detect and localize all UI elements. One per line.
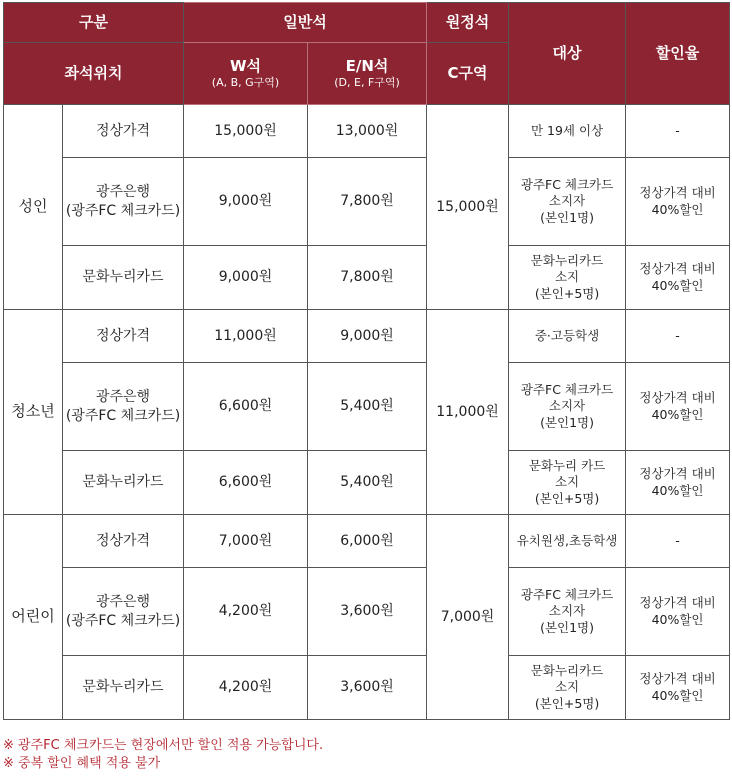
w-seat-price: 9,000원 bbox=[184, 246, 308, 310]
discount-rate-line: 정상가격 대비 bbox=[639, 390, 716, 406]
discount-rate bbox=[626, 310, 730, 363]
away-seat-price: 7,000원 bbox=[427, 515, 509, 720]
discount-rate bbox=[626, 451, 730, 515]
en-seat-price: 5,400원 bbox=[308, 363, 427, 451]
header-target: 대상 bbox=[509, 3, 626, 105]
eligibility bbox=[509, 656, 626, 720]
price-type-line: 문화누리카드 bbox=[82, 269, 164, 286]
eligibility-line: (본인1명) bbox=[540, 619, 594, 635]
eligibility-line: 문화누리 카드 bbox=[528, 458, 606, 474]
discount-rate-line: - bbox=[675, 327, 680, 343]
discount-rate bbox=[626, 105, 730, 158]
en-seat-price: 3,600원 bbox=[308, 656, 427, 720]
eligibility-line: 소지 bbox=[554, 269, 580, 285]
eligibility-line: 소지 bbox=[554, 474, 580, 490]
table-row bbox=[4, 310, 730, 363]
eligibility-line: 유치원생,초등학생 bbox=[516, 532, 618, 548]
discount-rate-line: 40%할인 bbox=[651, 406, 704, 422]
eligibility bbox=[509, 246, 626, 310]
eligibility-line: 광주FC 체크카드 bbox=[520, 587, 614, 603]
price-type-line: 광주은행 bbox=[95, 594, 151, 611]
discount-rate-line: - bbox=[675, 122, 680, 138]
w-seat-label: W석 bbox=[229, 56, 262, 75]
en-seat-price: 7,800원 bbox=[308, 158, 427, 246]
header-general-seat: 일반석 bbox=[184, 3, 427, 43]
eligibility-line: 중·고등학생 bbox=[534, 327, 600, 343]
ticket-price-table bbox=[3, 2, 730, 720]
en-seat-label: E/N석 bbox=[345, 56, 389, 75]
en-seat-zones: (D, E, F구역) bbox=[334, 76, 400, 90]
en-seat-price: 7,800원 bbox=[308, 246, 427, 310]
eligibility-line: (본인+5명) bbox=[534, 695, 600, 711]
eligibility bbox=[509, 158, 626, 246]
eligibility bbox=[509, 310, 626, 363]
discount-rate-line: 40%할인 bbox=[651, 201, 704, 217]
price-type bbox=[63, 515, 184, 568]
eligibility bbox=[509, 105, 626, 158]
discount-rate bbox=[626, 656, 730, 720]
en-seat-price: 6,000원 bbox=[308, 515, 427, 568]
audience-group: 청소년 bbox=[4, 310, 63, 515]
eligibility-line: (본인+5명) bbox=[534, 490, 600, 506]
w-seat-price: 6,600원 bbox=[184, 451, 308, 515]
price-type-line: 광주은행 bbox=[95, 389, 151, 406]
eligibility-line: 광주FC 체크카드 bbox=[520, 382, 614, 398]
table-row bbox=[4, 656, 730, 720]
table-row bbox=[4, 363, 730, 451]
discount-rate-line: 정상가격 대비 bbox=[639, 185, 716, 201]
w-seat-price: 9,000원 bbox=[184, 158, 308, 246]
price-table-body bbox=[4, 105, 730, 720]
eligibility-line: 소지 bbox=[554, 679, 580, 695]
price-type-line: (광주FC 체크카드) bbox=[65, 612, 181, 629]
price-type-line: 광주은행 bbox=[95, 184, 151, 201]
note-card-onsite: ※ 광주FC 체크카드는 현장에서만 할인 적용 가능합니다. bbox=[3, 738, 324, 753]
table-row bbox=[4, 158, 730, 246]
discount-rate-line: 정상가격 대비 bbox=[639, 671, 716, 687]
header-c-zone: C구역 bbox=[427, 43, 509, 105]
price-type bbox=[63, 363, 184, 451]
eligibility-line: (본인1명) bbox=[540, 209, 594, 225]
away-seat-price: 15,000원 bbox=[427, 105, 509, 310]
eligibility bbox=[509, 451, 626, 515]
discount-rate bbox=[626, 515, 730, 568]
header-w-seat bbox=[184, 43, 308, 105]
en-seat-price: 5,400원 bbox=[308, 451, 427, 515]
price-type bbox=[63, 246, 184, 310]
w-seat-price: 4,200원 bbox=[184, 568, 308, 656]
eligibility bbox=[509, 363, 626, 451]
price-type bbox=[63, 105, 184, 158]
audience-group: 성인 bbox=[4, 105, 63, 310]
table-row bbox=[4, 105, 730, 158]
discount-rate-line: 40%할인 bbox=[651, 482, 704, 498]
price-type bbox=[63, 656, 184, 720]
price-type bbox=[63, 451, 184, 515]
en-seat-price: 9,000원 bbox=[308, 310, 427, 363]
discount-rate-line: 정상가격 대비 bbox=[639, 261, 716, 277]
w-seat-zones: (A, B, G구역) bbox=[211, 76, 280, 90]
price-type-line: (광주FC 체크카드) bbox=[65, 407, 181, 424]
table-row bbox=[4, 515, 730, 568]
eligibility bbox=[509, 568, 626, 656]
discount-rate-line: - bbox=[675, 532, 680, 548]
note-no-duplicate: ※ 중복 할인 혜택 적용 불가 bbox=[3, 756, 161, 771]
discount-rate-line: 40%할인 bbox=[651, 687, 704, 703]
discount-rate bbox=[626, 246, 730, 310]
discount-rate-line: 정상가격 대비 bbox=[639, 595, 716, 611]
eligibility-line: 문화누리카드 bbox=[530, 663, 604, 679]
eligibility-line: 만 19세 이상 bbox=[530, 122, 604, 138]
away-seat-price: 11,000원 bbox=[427, 310, 509, 515]
discount-rate bbox=[626, 568, 730, 656]
eligibility-line: 광주FC 체크카드 bbox=[520, 177, 614, 193]
w-seat-price: 15,000원 bbox=[184, 105, 308, 158]
price-type-line: 정상가격 bbox=[95, 327, 151, 344]
header-discount: 할인율 bbox=[626, 3, 730, 105]
table-row bbox=[4, 451, 730, 515]
header-category: 구분 bbox=[4, 3, 184, 43]
notes bbox=[3, 737, 323, 773]
eligibility-line: 문화누리카드 bbox=[530, 253, 604, 269]
discount-rate bbox=[626, 363, 730, 451]
eligibility-line: 소지자 bbox=[548, 398, 586, 414]
w-seat-price: 4,200원 bbox=[184, 656, 308, 720]
eligibility bbox=[509, 515, 626, 568]
en-seat-price: 13,000원 bbox=[308, 105, 427, 158]
header-en-seat bbox=[308, 43, 427, 105]
eligibility-line: 소지자 bbox=[548, 193, 586, 209]
price-type bbox=[63, 310, 184, 363]
eligibility-line: 소지자 bbox=[548, 603, 586, 619]
header-seat-position: 좌석위치 bbox=[4, 43, 184, 105]
w-seat-price: 6,600원 bbox=[184, 363, 308, 451]
discount-rate-line: 정상가격 대비 bbox=[639, 466, 716, 482]
discount-rate bbox=[626, 158, 730, 246]
price-type-line: 정상가격 bbox=[95, 532, 151, 549]
table-row bbox=[4, 246, 730, 310]
en-seat-price: 3,600원 bbox=[308, 568, 427, 656]
w-seat-price: 11,000원 bbox=[184, 310, 308, 363]
price-type-line: 정상가격 bbox=[95, 122, 151, 139]
price-type-line: 문화누리카드 bbox=[82, 679, 164, 696]
eligibility-line: (본인1명) bbox=[540, 414, 594, 430]
price-type-line: (광주FC 체크카드) bbox=[65, 202, 181, 219]
eligibility-line: (본인+5명) bbox=[534, 285, 600, 301]
table-row bbox=[4, 568, 730, 656]
header-away-seat: 원정석 bbox=[427, 3, 509, 43]
w-seat-price: 7,000원 bbox=[184, 515, 308, 568]
price-type bbox=[63, 158, 184, 246]
price-type bbox=[63, 568, 184, 656]
discount-rate-line: 40%할인 bbox=[651, 611, 704, 627]
price-type-line: 문화누리카드 bbox=[82, 474, 164, 491]
audience-group: 어린이 bbox=[4, 515, 63, 720]
discount-rate-line: 40%할인 bbox=[651, 277, 704, 293]
